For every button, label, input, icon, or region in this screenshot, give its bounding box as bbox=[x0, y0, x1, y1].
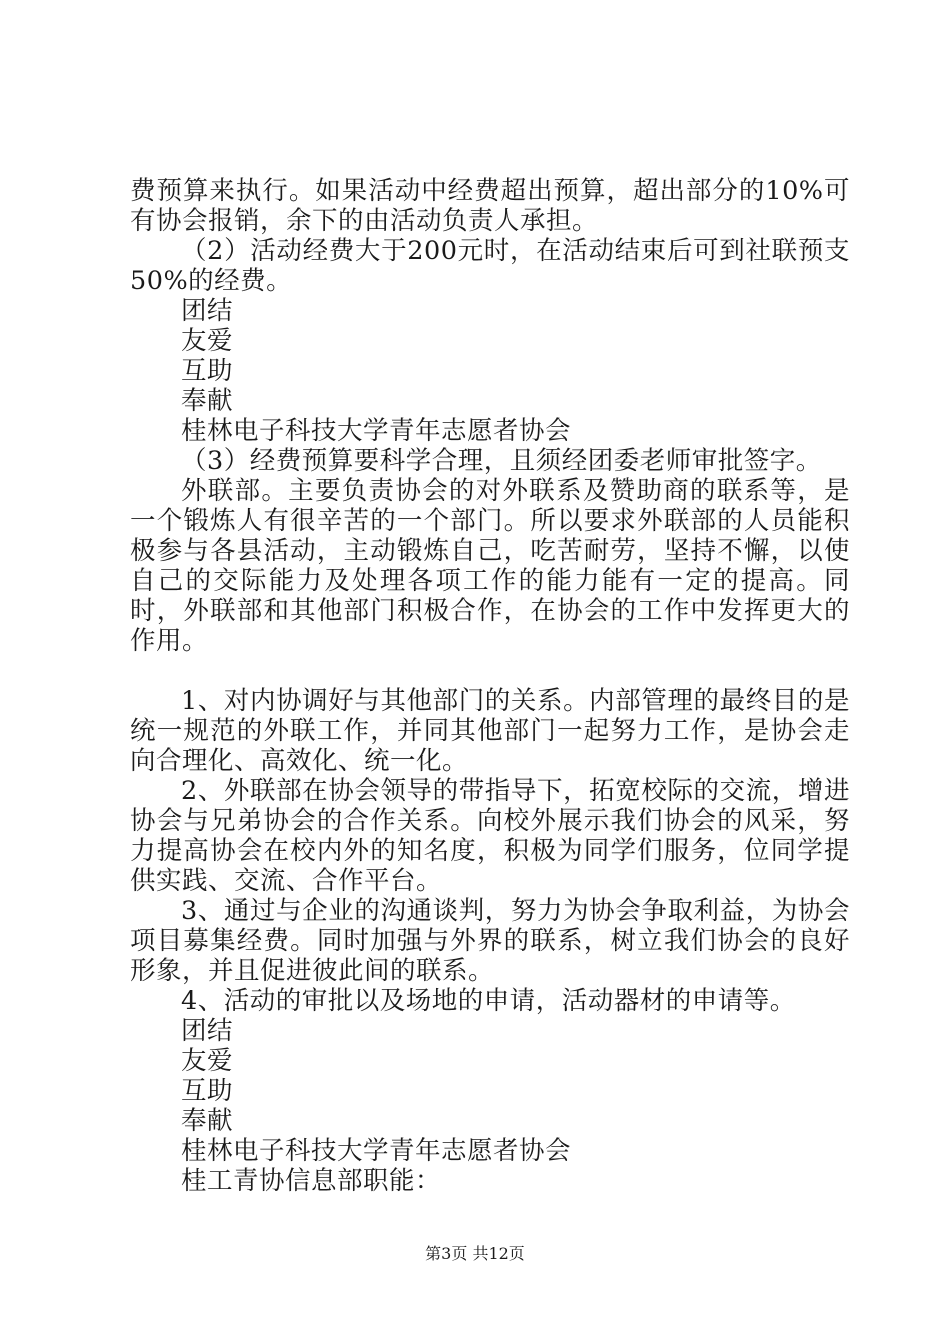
paragraph-spacer bbox=[130, 656, 850, 686]
motto-mutual-help: 互助 bbox=[181, 356, 234, 386]
paragraph-duty-1: 1、对内协调好与其他部门的关系。内部管理的最终目的是统一规范的外联工作，并同其他部门一起努力工作，是协会走向合理化、高效化、统一化。 bbox=[130, 686, 850, 776]
paragraph-duty-4: 4、活动的审批以及场地的申请，活动器材的申请等。 bbox=[181, 986, 796, 1016]
paragraph-duty-2: 2、外联部在协会领导的带指导下，拓宽校际的交流，增进协会与兄弟协会的合作关系。向校外展示我们协会的风采，努力提高协会在校内外的知名度，积极为同学们服务，位同学提供实践、交流、合作平台。 bbox=[130, 776, 850, 896]
paragraph-budget-continuation: 费预算来执行。如果活动中经费超出预算，超出部分的10%可有协会报销，余下的由活动负责人承担。 bbox=[130, 176, 850, 236]
organization-name: 桂林电子科技大学青年志愿者协会 bbox=[181, 416, 572, 446]
paragraph-duty-3: 3、通过与企业的沟通谈判，努力为协会争取利益，为协会项目募集经费。同时加强与外界的联系，树立我们协会的良好形象，并且促进彼此间的联系。 bbox=[130, 896, 850, 986]
paragraph-item-3: （3）经费预算要科学合理，且须经团委老师审批签字。 bbox=[181, 446, 822, 476]
motto-dedication: 奉献 bbox=[181, 386, 234, 416]
paragraph-item-2: （2）活动经费大于200元时，在活动结束后可到社联预支50%的经费。 bbox=[130, 236, 850, 296]
motto-friendship: 友爱 bbox=[181, 1046, 234, 1076]
motto-friendship: 友爱 bbox=[181, 326, 234, 356]
motto-mutual-help: 互助 bbox=[181, 1076, 234, 1106]
motto-unity: 团结 bbox=[181, 296, 234, 326]
motto-dedication: 奉献 bbox=[181, 1106, 234, 1136]
organization-name: 桂林电子科技大学青年志愿者协会 bbox=[181, 1136, 572, 1166]
motto-unity: 团结 bbox=[181, 1016, 234, 1046]
document-body bbox=[130, 176, 850, 1196]
paragraph-external-dept: 外联部。主要负责协会的对外联系及赞助商的联系等，是一个锻炼人有很辛苦的一个部门。所以要求外联部的人员能积极参与各县活动，主动锻炼自己，吃苦耐劳，坚持不懈，以使自己的交际能力及处理各项工作的能力能有一定的提高。同时，外联部和其他部门积极合作，在协会的工作中发挥更大的作用。 bbox=[130, 476, 850, 656]
page-number-footer: 第3页 共12页 bbox=[425, 1244, 525, 1263]
section-heading-info-dept: 桂工青协信息部职能： bbox=[181, 1166, 442, 1196]
